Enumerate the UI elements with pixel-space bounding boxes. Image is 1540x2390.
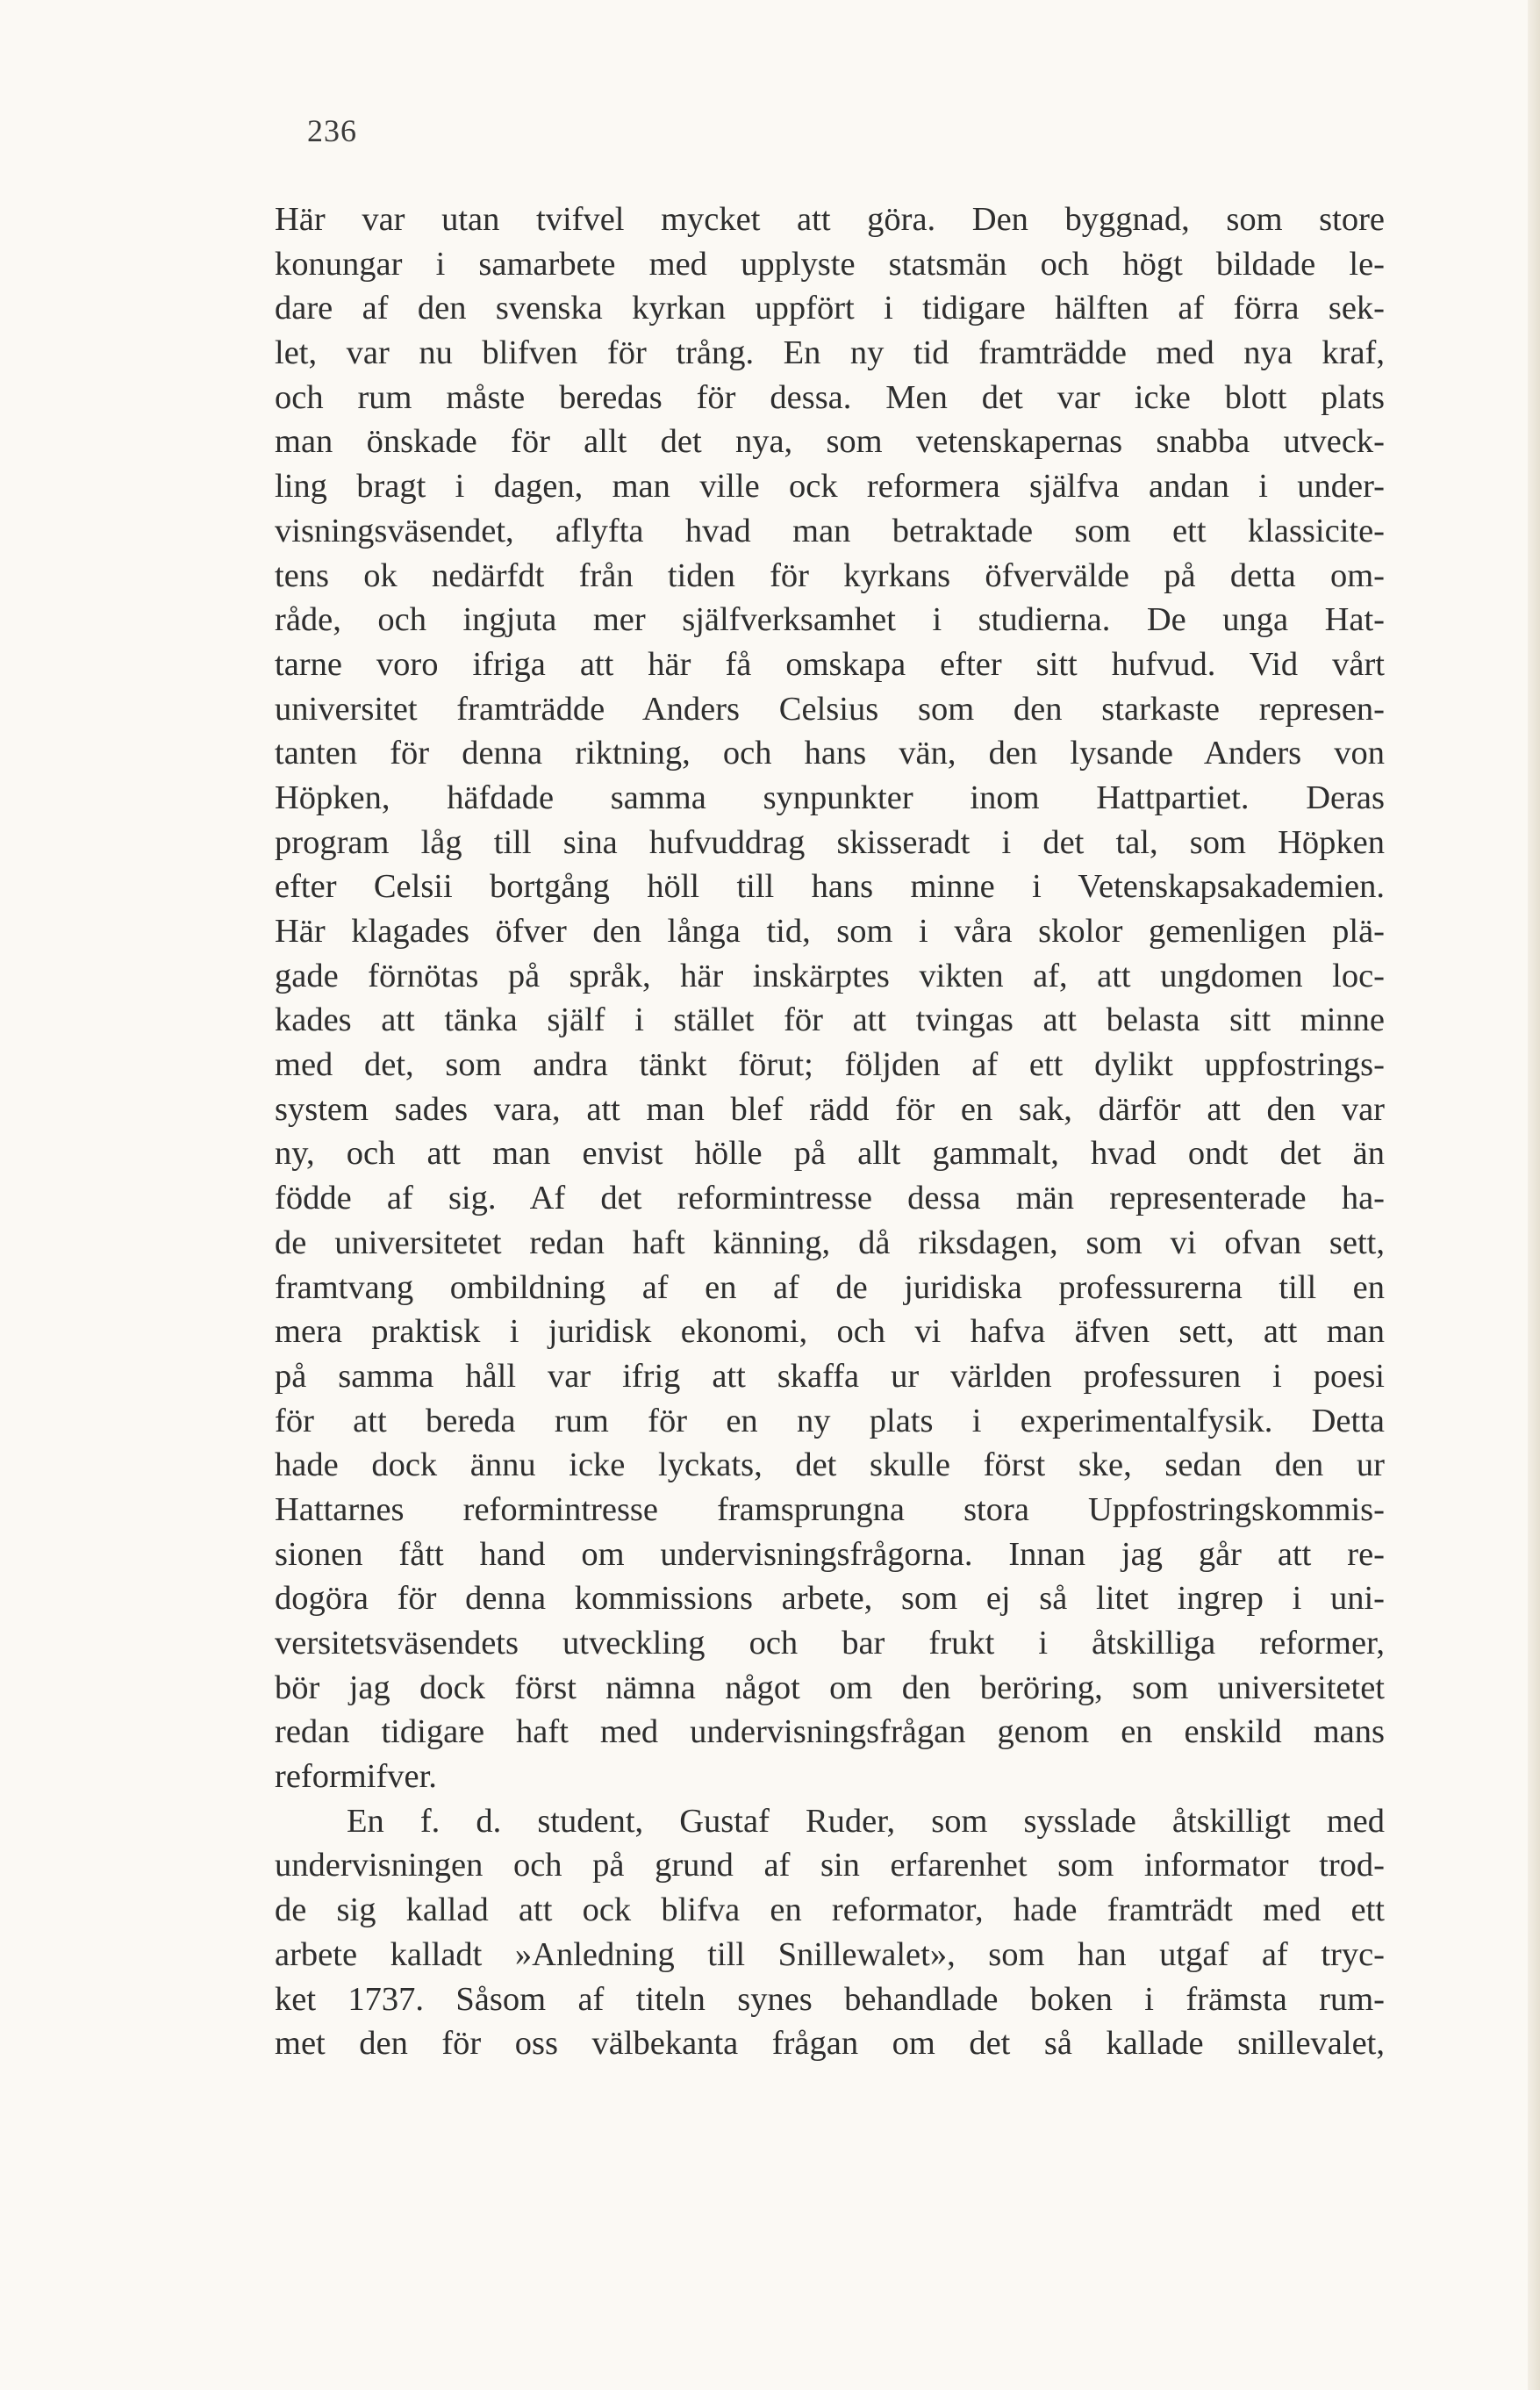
text-line: system sades vara, att man blef rädd för en sak, därför att den var — [275, 1090, 1385, 1128]
text-line: på samma håll var ifrig att skaffa ur världen professuren i poesi — [275, 1357, 1385, 1395]
text-line: En f. d. student, Gustaf Ruder, som sysslade åtskilligt med — [347, 1802, 1385, 1840]
text-line: arbete kalladt »Anledning till Snillewalet», som han utgaf af tryc- — [275, 1935, 1385, 1973]
text-line: mera praktisk i juridisk ekonomi, och vi hafva äfven sett, att man — [275, 1313, 1385, 1351]
text-line: efter Celsii bortgång höll till hans minne i Vetenskapsakademien. — [275, 868, 1385, 906]
text-line: de universitetet redan haft känning, då riksdagen, som vi ofvan sett, — [275, 1224, 1385, 1261]
text-line: hade dock ännu icke lyckats, det skulle först ske, sedan den ur — [275, 1446, 1385, 1484]
text-line: reformifver. — [275, 1758, 437, 1796]
text-line: tens ok nedärfdt från tiden för kyrkans öfvervälde på detta om- — [275, 556, 1385, 594]
text-line: man önskade för allt det nya, som vetenskapernas snabba utveck- — [275, 423, 1385, 461]
text-line: konungar i samarbete med upplyste statsmän och högt bildade le- — [275, 245, 1385, 283]
page-edge-shadow — [1528, 0, 1540, 2390]
text-line: födde af sig. Af det reformintresse dessa män representerade ha- — [275, 1180, 1385, 1217]
text-line: met den för oss välbekanta frågan om det så kallade snillevalet, — [275, 2025, 1385, 2063]
text-line: de sig kallad att ock blifva en reformator, hade framträdt med ett — [275, 1891, 1385, 1929]
text-line: för att bereda rum för en ny plats i experimentalfysik. Detta — [275, 1402, 1385, 1439]
text-line: Här var utan tvifvel mycket att göra. Den byggnad, som store — [275, 201, 1385, 238]
page-number: 236 — [307, 113, 357, 148]
text-line: sionen fått hand om undervisningsfrågorna. Innan jag går att re- — [275, 1535, 1385, 1573]
text-line: universitet framträdde Anders Celsius som den starkaste represen- — [275, 690, 1385, 728]
text-line: visningsväsendet, aflyfta hvad man betraktade som ett klassicite- — [275, 512, 1385, 549]
text-line: framtvang ombildning af en af de juridiska professurerna till en — [275, 1268, 1385, 1306]
text-line: Här klagades öfver den långa tid, som i våra skolor gemenligen plä- — [275, 913, 1385, 950]
text-line: undervisningen och på grund af sin erfarenhet som informator trod- — [275, 1847, 1385, 1884]
text-line: dare af den svenska kyrkan uppfört i tidigare hälften af förra sek- — [275, 290, 1385, 327]
text-line: redan tidigare haft med undervisningsfrågan genom en enskild mans — [275, 1713, 1385, 1751]
text-line: ny, och att man envist hölle på allt gammalt, hvad ondt det än — [275, 1135, 1385, 1173]
text-line: let, var nu blifven för trång. En ny tid framträdde med nya kraf, — [275, 334, 1385, 372]
text-line: program låg till sina hufvuddrag skisseradt i det tal, som Höpken — [275, 823, 1385, 861]
text-line: versitetsväsendets utveckling och bar frukt i åtskilliga reformer, — [275, 1625, 1385, 1662]
text-line: tarne voro ifriga att här få omskapa efter sitt hufvud. Vid vårt — [275, 645, 1385, 683]
text-line: råde, och ingjuta mer själfverksamhet i studierna. De unga Hat- — [275, 601, 1385, 639]
text-line: kades att tänka själf i stället för att tvingas att belasta sitt minne — [275, 1001, 1385, 1039]
body-text — [275, 197, 1385, 2066]
text-line: gade förnötas på språk, här inskärptes vikten af, att ungdomen loc- — [275, 957, 1385, 994]
text-line: och rum måste beredas för dessa. Men det var icke blott plats — [275, 378, 1385, 416]
text-line: med det, som andra tänkt förut; följden af ett dylikt uppfostrings- — [275, 1046, 1385, 1084]
text-line: Hattarnes reformintresse framsprungna stora Uppfostringskommis- — [275, 1490, 1385, 1528]
text-line: ket 1737. Såsom af titeln synes behandlade boken i främsta rum- — [275, 1980, 1385, 2018]
text-line: ling bragt i dagen, man ville ock reformera själfva andan i under- — [275, 468, 1385, 506]
text-line: tanten för denna riktning, och hans vän, den lysande Anders von — [275, 735, 1385, 772]
text-line: dogöra för denna kommissions arbete, som ej så litet ingrep i uni- — [275, 1580, 1385, 1618]
text-line: Höpken, häfdade samma synpunkter inom Hattpartiet. Deras — [275, 779, 1385, 816]
text-line: bör jag dock först nämna något om den beröring, som universitetet — [275, 1669, 1385, 1706]
